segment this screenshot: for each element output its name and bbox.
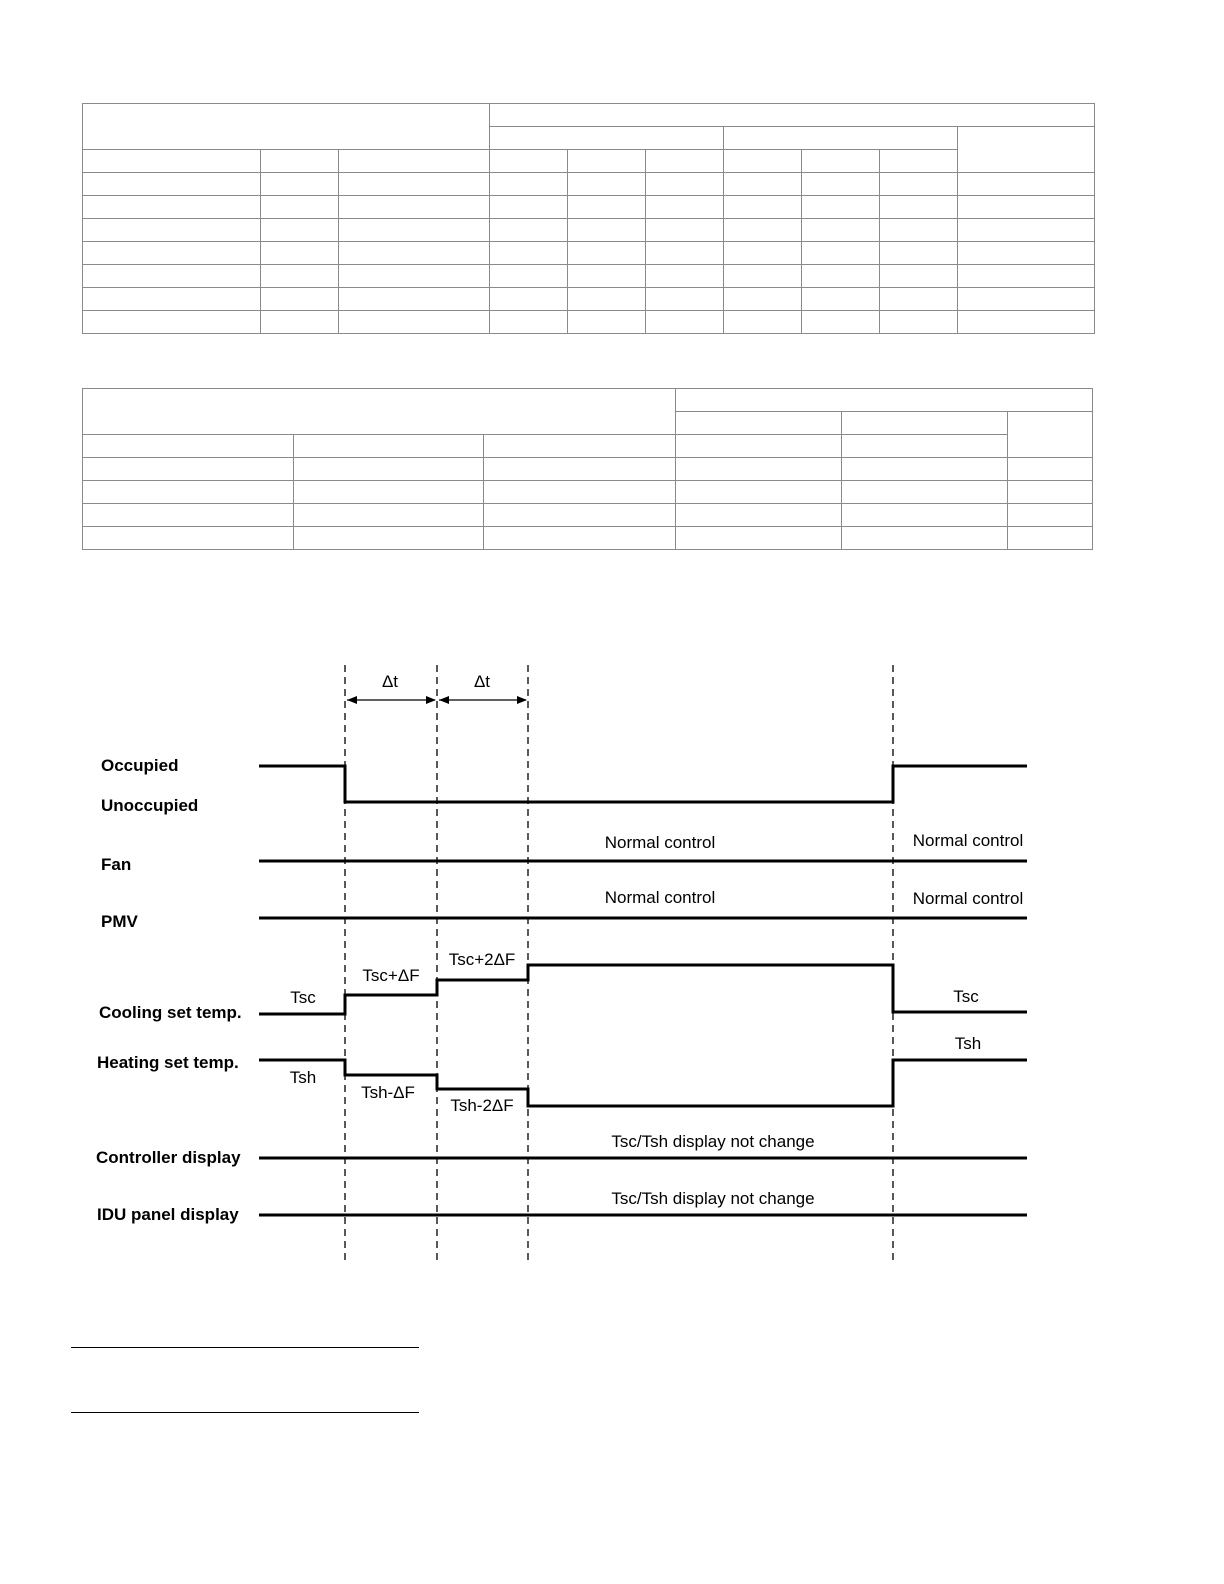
divider-line bbox=[71, 1347, 419, 1348]
table-cell bbox=[83, 150, 261, 173]
table-2 bbox=[82, 388, 1093, 550]
table-cell bbox=[1008, 412, 1093, 458]
table-row bbox=[83, 173, 1095, 196]
cooling-set-temp-label: Cooling set temp. bbox=[99, 1003, 242, 1022]
table-1 bbox=[82, 103, 1095, 334]
table-row bbox=[83, 242, 1095, 265]
table-row bbox=[83, 527, 1093, 550]
tsh-step1-label: Tsh-ΔF bbox=[361, 1083, 415, 1102]
table-cell bbox=[880, 150, 958, 173]
table-cell bbox=[83, 104, 490, 150]
heating-set-temp-label: Heating set temp. bbox=[97, 1053, 239, 1072]
table-cell bbox=[676, 389, 1093, 412]
idu-panel-display-label: IDU panel display bbox=[97, 1205, 239, 1224]
table-cell bbox=[724, 127, 958, 150]
table-cell bbox=[646, 150, 724, 173]
divider-line bbox=[71, 1412, 419, 1413]
timing-diagram bbox=[0, 640, 1224, 1280]
table-row bbox=[83, 458, 1093, 481]
tsh-end-label: Tsh bbox=[954, 1034, 982, 1053]
table-cell bbox=[490, 150, 568, 173]
fan-label: Fan bbox=[101, 855, 132, 874]
table-row bbox=[83, 219, 1095, 242]
pmv-normal-control-label-2: Normal control bbox=[912, 889, 1024, 908]
arrowhead bbox=[439, 696, 449, 704]
table-cell bbox=[261, 150, 339, 173]
table-cell bbox=[490, 104, 1095, 127]
fan-normal-control-label-2: Normal control bbox=[912, 831, 1024, 850]
table-cell bbox=[83, 389, 676, 435]
tsh-start-label: Tsh bbox=[289, 1068, 317, 1087]
controller-display-note: Tsc/Tsh display not change bbox=[611, 1132, 815, 1151]
table-row bbox=[83, 265, 1095, 288]
table-row bbox=[83, 435, 1093, 458]
delta-t-label-2: Δt bbox=[473, 672, 491, 691]
table-row bbox=[83, 311, 1095, 334]
table-cell bbox=[676, 412, 842, 435]
pmv-label: PMV bbox=[101, 912, 138, 931]
table-cell bbox=[490, 127, 724, 150]
tsh-step2-label: Tsh-2ΔF bbox=[450, 1096, 514, 1115]
idu-panel-display-note: Tsc/Tsh display not change bbox=[611, 1189, 815, 1208]
table-cell bbox=[724, 150, 802, 173]
tsc-step1-label: Tsc+ΔF bbox=[362, 966, 420, 985]
tsc-start-label: Tsc bbox=[290, 988, 316, 1007]
pmv-normal-control-label: Normal control bbox=[604, 888, 716, 907]
table-cell bbox=[802, 150, 880, 173]
table-row bbox=[83, 288, 1095, 311]
table-cell bbox=[339, 150, 490, 173]
table-row bbox=[83, 196, 1095, 219]
table-row bbox=[83, 481, 1093, 504]
delta-t-label-1: Δt bbox=[381, 672, 399, 691]
table-row bbox=[83, 150, 1095, 173]
table-cell bbox=[842, 412, 1008, 435]
occupancy-signal bbox=[259, 766, 1027, 802]
controller-display-label: Controller display bbox=[96, 1148, 241, 1167]
arrowhead bbox=[347, 696, 357, 704]
table-cell bbox=[958, 127, 1095, 173]
table-row bbox=[83, 389, 1093, 412]
occupied-label: Occupied bbox=[101, 756, 179, 775]
table-cell bbox=[568, 150, 646, 173]
table-row bbox=[83, 104, 1095, 127]
tsc-step2-label: Tsc+2ΔF bbox=[448, 950, 516, 969]
table-row bbox=[83, 504, 1093, 527]
unoccupied-label: Unoccupied bbox=[101, 796, 199, 815]
tsc-end-label: Tsc bbox=[953, 987, 979, 1006]
fan-normal-control-label: Normal control bbox=[604, 833, 716, 852]
